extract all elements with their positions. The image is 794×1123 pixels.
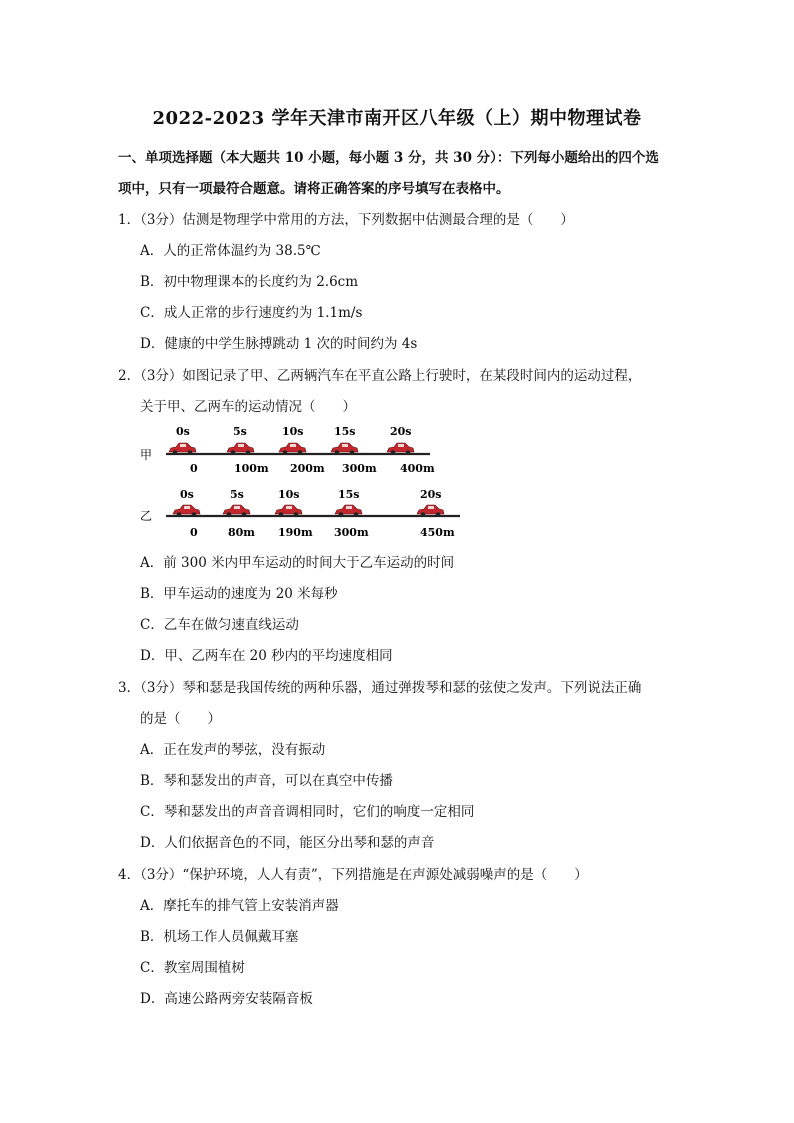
time-label: 0s: [176, 425, 190, 438]
question-4-stem: 4．（3分）“保护环境，人人有责”，下列措施是在声源处减弱噪声的是（ ）: [118, 867, 588, 883]
distance-label: 300m: [342, 462, 377, 475]
question-1-option-b: B．初中物理课本的长度约为 2.6cm: [140, 274, 359, 290]
question-1-option-c: C．成人正常的步行速度约为 1.1m/s: [140, 305, 363, 321]
question-1-option-d: D．健康的中学生脉搏跳动 1 次的时间约为 4s: [140, 336, 418, 352]
question-3-option-a: A．正在发声的琴弦，没有振动: [140, 742, 326, 758]
question-1-stem: 1．（3分）估测是物理学中常用的方法，下列数据中估测最合理的是（ ）: [118, 212, 574, 228]
time-label: 0s: [180, 488, 194, 501]
question-2-option-c: C．乙车在做匀速直线运动: [140, 617, 299, 633]
question-2-stem-line-1: 2．（3分）如图记录了甲、乙两辆汽车在平直公路上行驶时，在某段时间内的运动过程，: [118, 368, 642, 384]
question-4-option-c: C．教室周围植树: [140, 960, 245, 976]
time-label: 15s: [334, 425, 356, 438]
time-label: 20s: [390, 425, 412, 438]
distance-label: 200m: [290, 462, 325, 475]
row-label-yi: 乙: [140, 509, 153, 523]
distance-label: 400m: [400, 462, 435, 475]
time-label: 10s: [282, 425, 304, 438]
question-4-option-a: A．摩托车的排气管上安装消声器: [140, 898, 339, 914]
question-2-option-d: D．甲、乙两车在 20 秒内的平均速度相同: [140, 648, 393, 664]
distance-label: 190m: [278, 526, 313, 539]
question-2-stem-line-2: 关于甲、乙两车的运动情况（ ）: [140, 399, 356, 415]
section-heading-line-1: 一、单项选择题（本大题共 10 小题，每小题 3 分，共 30 分）：下列每小题给出的四个选: [118, 150, 659, 166]
distance-label: 100m: [234, 462, 269, 475]
question-4-option-d: D．高速公路两旁安装隔音板: [140, 991, 313, 1007]
distance-label: 0: [190, 526, 198, 539]
time-label: 5s: [230, 488, 244, 501]
time-label: 20s: [420, 488, 442, 501]
time-label: 15s: [338, 488, 360, 501]
question-3-stem-line-2: 的是（ ）: [140, 711, 221, 727]
page-title: 2022-2023 学年天津市南开区八年级（上）期中物理试卷: [152, 108, 642, 129]
motion-diagram-svg: [130, 420, 470, 545]
distance-label: 450m: [420, 526, 455, 539]
section-heading-line-2: 项中，只有一项最符合题意。请将正确答案的序号填写在表格中。: [118, 181, 510, 197]
question-2-option-a: A．前 300 米内甲车运动的时间大于乙车运动的时间: [140, 555, 455, 571]
motion-figure: [130, 420, 470, 545]
question-3-option-b: B．琴和瑟发出的声音，可以在真空中传播: [140, 773, 393, 789]
distance-label: 80m: [228, 526, 255, 539]
distance-label: 300m: [334, 526, 369, 539]
question-1-option-a: A．人的正常体温约为 38.5℃: [140, 243, 321, 259]
time-label: 10s: [278, 488, 300, 501]
question-3-stem-line-1: 3．（3分）琴和瑟是我国传统的两种乐器，通过弹拨琴和瑟的弦使之发声。下列说法正确: [118, 680, 642, 696]
time-label: 5s: [233, 425, 247, 438]
distance-label: 0: [190, 462, 198, 475]
row-label-jia: 甲: [140, 448, 153, 462]
question-4-option-b: B．机场工作人员佩戴耳塞: [140, 929, 299, 945]
question-3-option-d: D．人们依据音色的不同，能区分出琴和瑟的声音: [140, 835, 435, 851]
question-2-option-b: B．甲车运动的速度为 20 米每秒: [140, 586, 338, 602]
question-3-option-c: C．琴和瑟发出的声音音调相同时，它们的响度一定相同: [140, 804, 475, 820]
